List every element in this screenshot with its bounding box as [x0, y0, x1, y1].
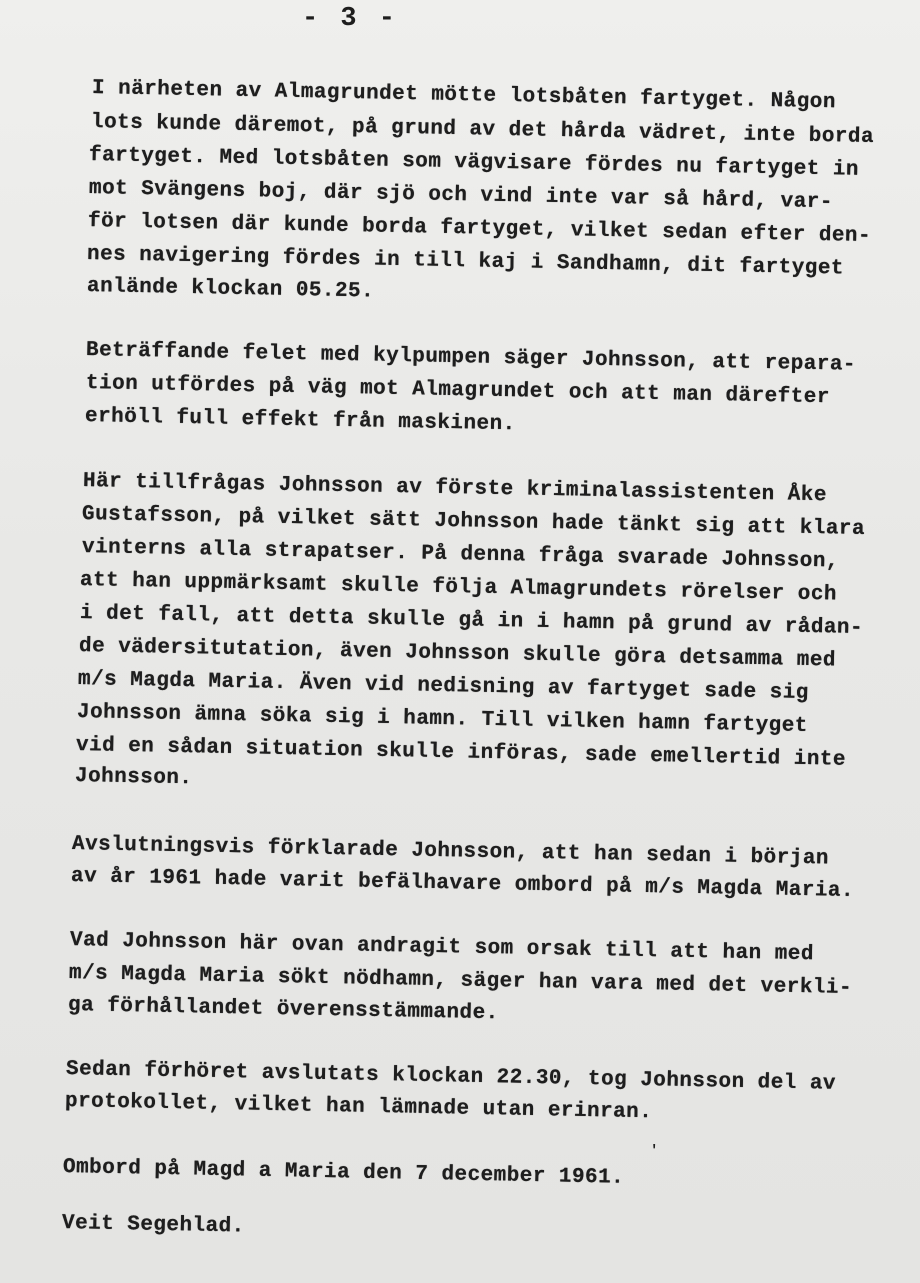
text-line: nes navigering fördes in till kaj i Sandhamn, dit fartyget	[86, 243, 845, 281]
text-line: av år 1961 hade varit befälhavare ombord på m/s Magda Maria.	[70, 865, 855, 904]
text-line: i det fall, att detta skulle gå in i hamn på grund av rådan-	[79, 602, 864, 641]
text-line: Johnsson.	[74, 765, 193, 791]
signature-name: Veit Segehlad.	[61, 1212, 245, 1239]
text-line: anlände klockan 05.25.	[86, 275, 375, 304]
text-line: Vad Johnsson här ovan andragit som orsak till att han med	[69, 929, 815, 967]
text-line: för lotsen där kunde borda fartyget, vilket sedan efter den-	[87, 210, 872, 249]
text-line: de vädersitutation, även Johnsson skulle göra detsamma med	[78, 635, 837, 673]
text-line: tion utfördes på väg mot Almagrundet och att man därefter	[85, 372, 831, 410]
text-line: mot Svängens boj, där sjö och vind inte var så hård, var-	[88, 177, 834, 215]
text-line: I närheten av Almagrundet mötte lotsbåten fartyget. Någon	[91, 77, 837, 115]
stray-typewriter-mark: '	[650, 1143, 659, 1159]
text-line: att han uppmärksamt skulle följa Almagrundets rörelser och	[79, 569, 838, 607]
text-line: lots kunde däremot, på grund av det hårda vädret, inte borda	[90, 111, 875, 150]
text-line: vid en sådan situation skulle införas, sade emellertid inte	[75, 734, 847, 772]
text-line: Här tillfrågas Johnsson av förste kriminalassistenten Åke	[82, 470, 828, 508]
text-line: vinterns alla strapatser. På denna fråga svarade Johnsson,	[81, 536, 840, 574]
text-line: protokollet, vilket han lämnade utan erinran.	[64, 1090, 653, 1125]
text-line: Johnsson ämna söka sig i hamn. Till vilken hamn fartyget	[76, 701, 809, 739]
text-line: Ombord på Magd a Maria den 7 december 1961.	[62, 1156, 625, 1190]
text-line: Gustafsson, på vilket sätt Johnsson hade tänkt sig att klara	[81, 503, 866, 542]
text-line: m/s Magda Maria. Även vid nedisning av fartyget sade sig	[77, 668, 810, 706]
text-line: ga förhållandet överensstämmande.	[67, 994, 499, 1026]
text-line: Avslutningsvis förklarade Johnsson, att han sedan i början	[71, 833, 830, 871]
page-number: - 3 -	[301, 4, 398, 34]
text-line: Sedan förhöret avslutats klockan 22.30, tog Johnsson del av	[65, 1058, 837, 1096]
text-line: fartyget. Med lotsbåten som vägvisare fördes nu fartyget in	[88, 144, 860, 182]
text-line: Beträffande felet med kylpumpen säger Johnsson, att repara-	[85, 339, 857, 377]
text-line: m/s Magda Maria sökt nödhamn, säger han vara med det verkli-	[68, 962, 853, 1001]
text-line: erhöll full effekt från maskinen.	[84, 405, 516, 437]
